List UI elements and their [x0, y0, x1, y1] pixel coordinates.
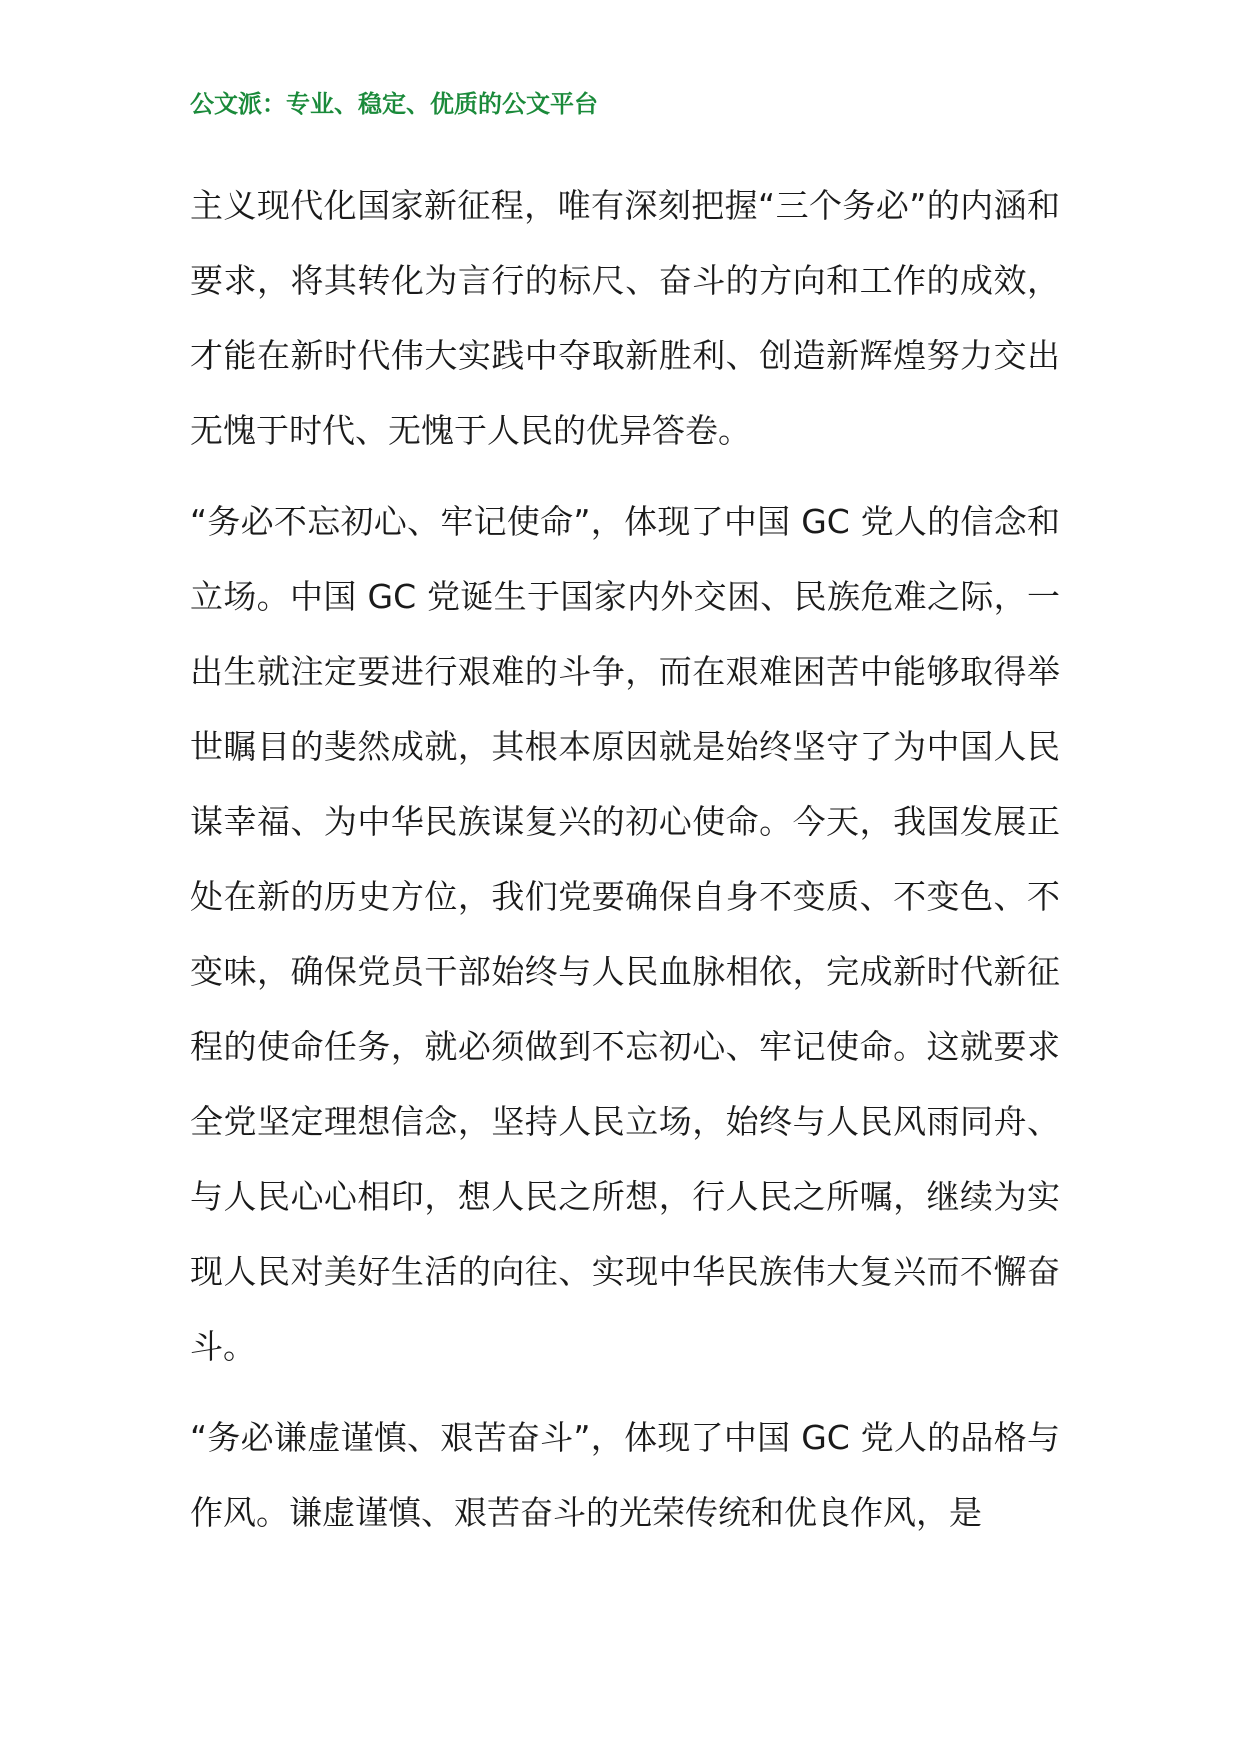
document-body	[190, 168, 1060, 1566]
paragraph: “务必不忘初心、牢记使命”，体现了中国 GC 党人的信念和立场。中国 GC 党诞生于国家内外交困、民族危难之际，一出生就注定要进行艰难的斗争，而在艰难困苦中能够取得举世瞩目的斐然成就，其根本原因就是始终坚守了为中国人民谋幸福、为中华民族谋复兴的初心使命。今天，我国发展正处在新的历史方位，我们党要确保自身不变质、不变色、不变味，确保党员干部始终与人民血脉相依，完成新时代新征程的使命任务，就必须做到不忘初心、牢记使命。这就要求全党坚定理想信念，坚持人民立场，始终与人民风雨同舟、与人民心心相印，想人民之所想，行人民之所嘱，继续为实现人民对美好生活的向往、实现中华民族伟大复兴而不懈奋斗。	[190, 502, 1060, 1366]
paragraph: “务必谦虚谨慎、艰苦奋斗”，体现了中国 GC 党人的品格与作风。谦虚谨慎、艰苦奋斗的光荣传统和优良作风，是	[190, 1418, 1060, 1532]
paragraph: 主义现代化国家新征程，唯有深刻把握“三个务必”的内涵和要求，将其转化为言行的标尺、奋斗的方向和工作的成效，才能在新时代伟大实践中夺取新胜利、创造新辉煌努力交出无愧于时代、无愧于人民的优异答卷。	[190, 186, 1060, 450]
page-header-title: 公文派：专业、稳定、优质的公文平台	[190, 89, 598, 118]
